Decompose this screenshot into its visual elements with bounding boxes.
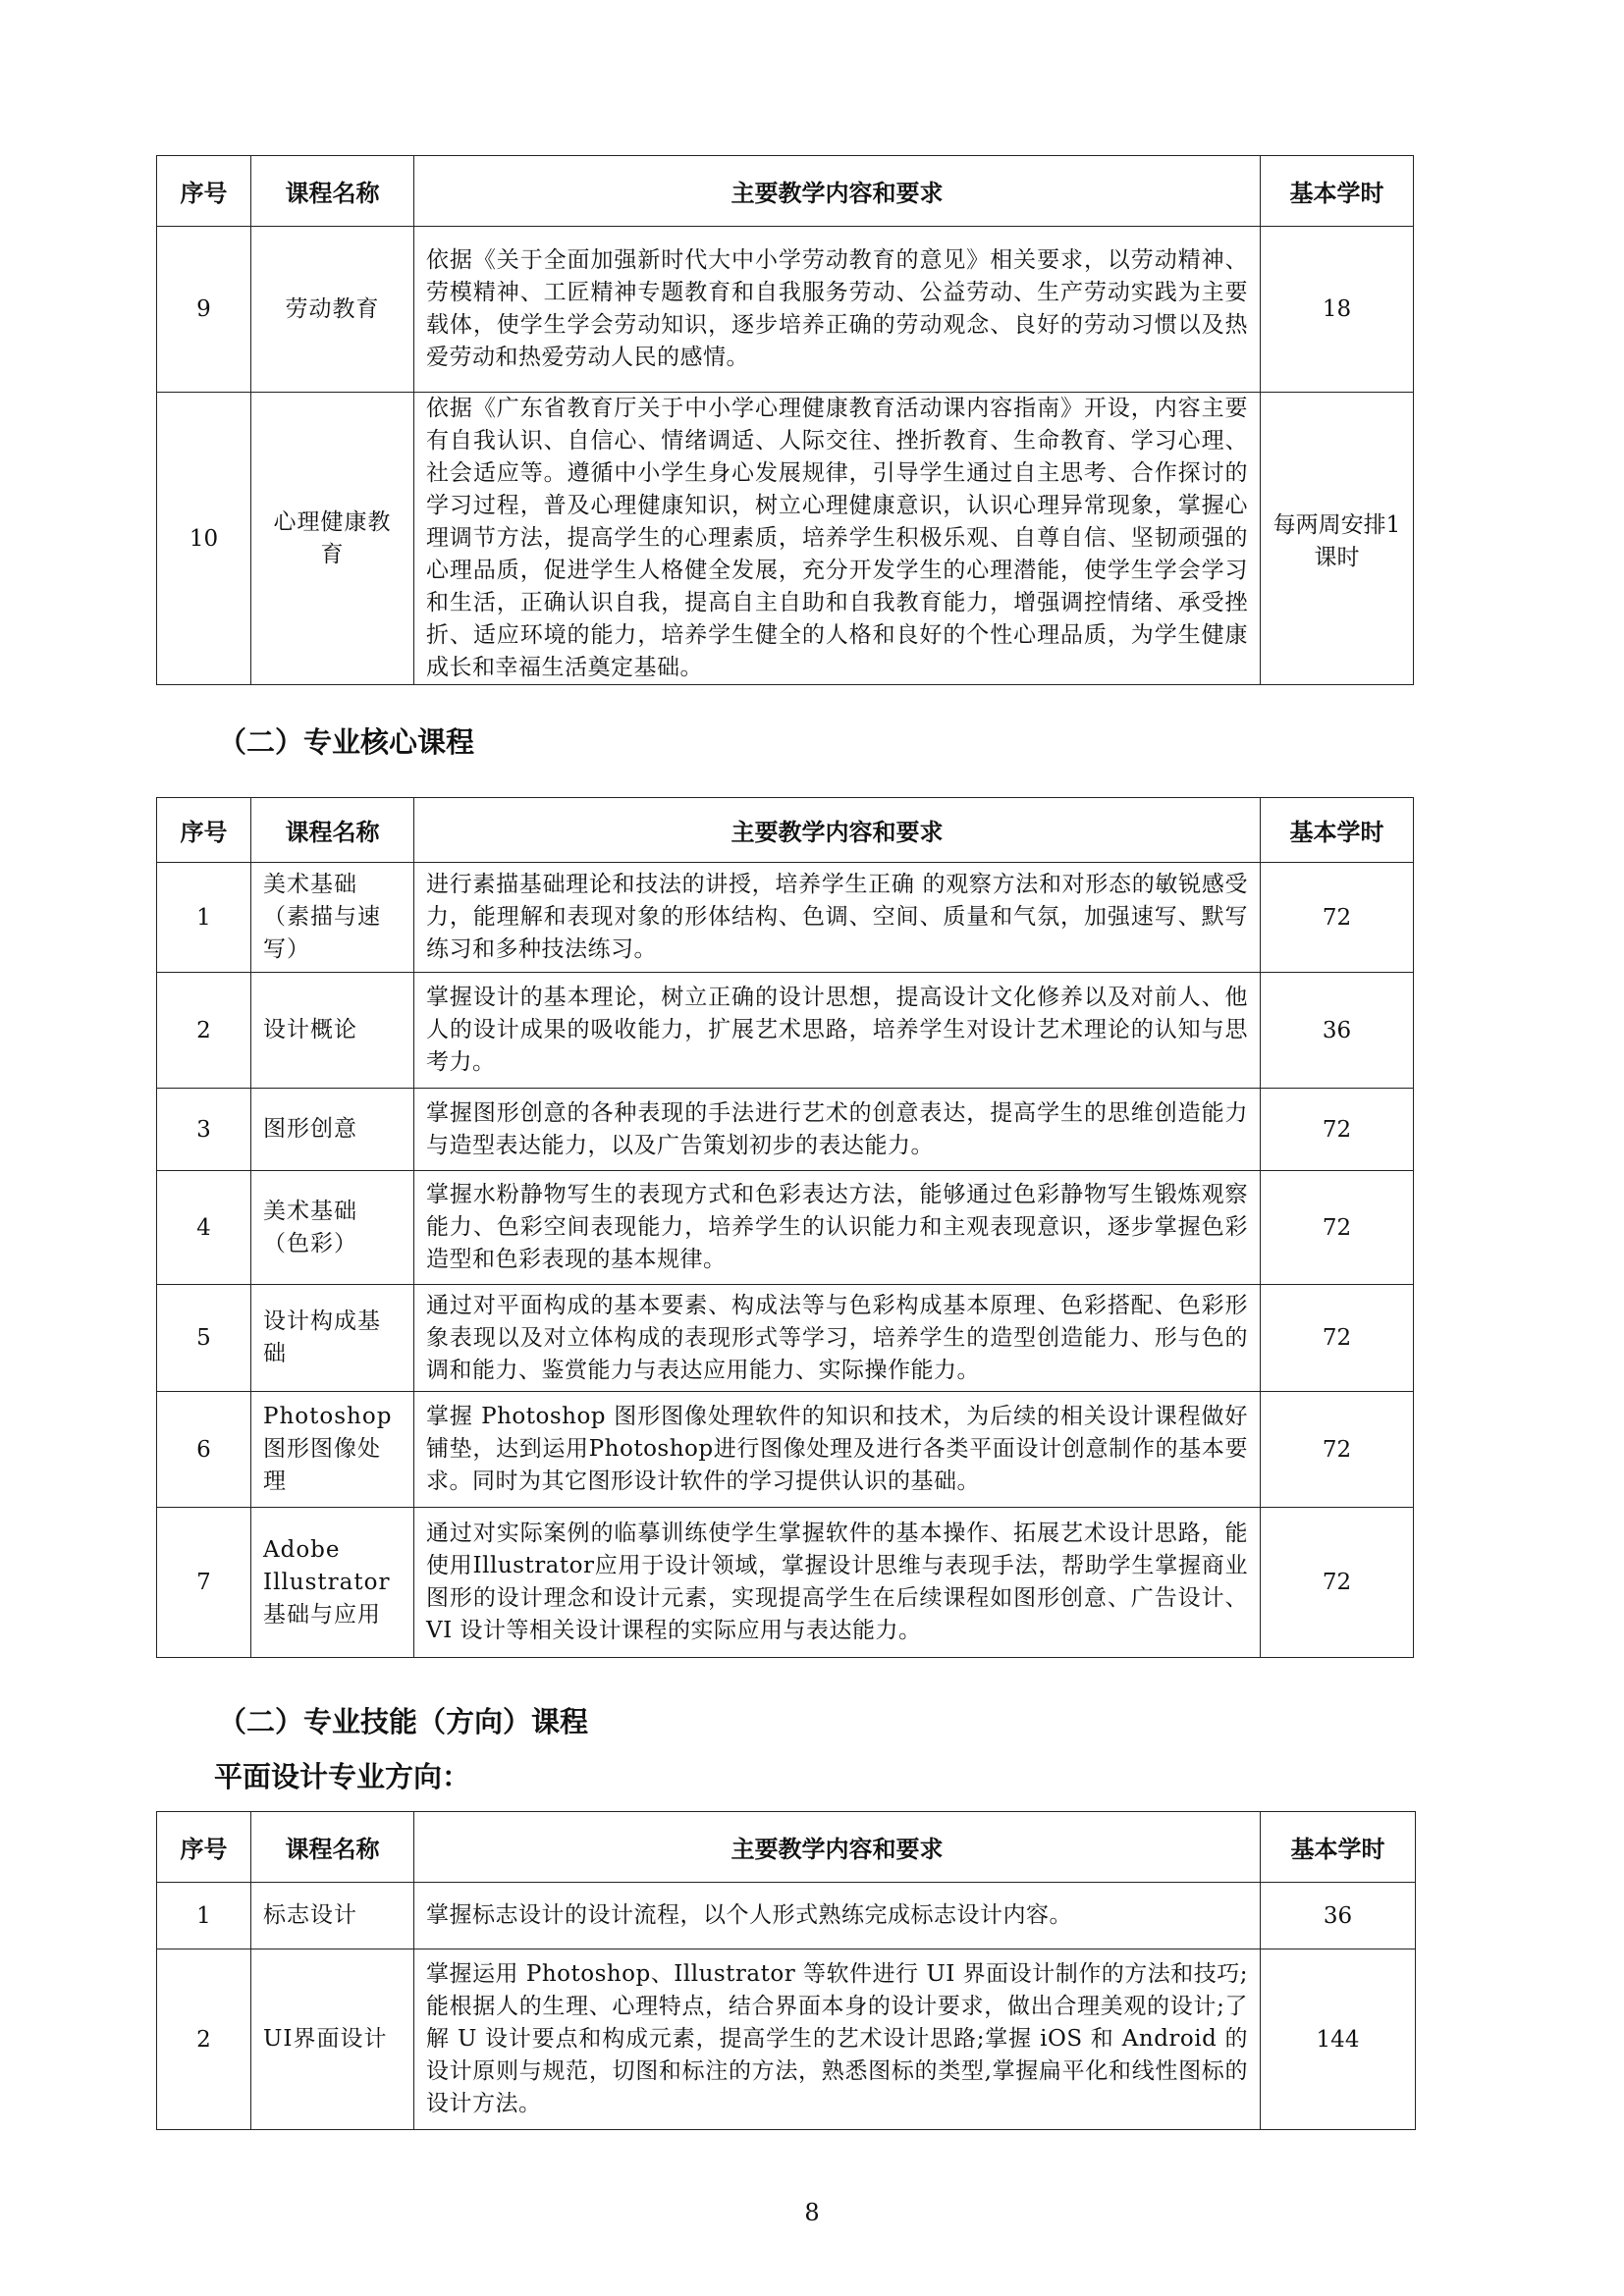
table-header-row: [157, 798, 1414, 863]
table-header-row: [157, 1812, 1416, 1883]
header-content: 主要教学内容和要求: [414, 1812, 1261, 1883]
row-hours: 72: [1261, 1171, 1414, 1285]
course-table-skill: [156, 1811, 1416, 2130]
row-num: 2: [157, 973, 251, 1089]
table-row: [157, 393, 1414, 685]
row-hours: 72: [1261, 863, 1414, 973]
row-name: Adobe Illustrator 基础与应用: [251, 1508, 414, 1658]
row-num: 7: [157, 1508, 251, 1658]
row-num: 1: [157, 1883, 251, 1949]
row-name: 设计构成基础: [251, 1285, 414, 1392]
row-content: 掌握标志设计的设计流程，以个人形式熟练完成标志设计内容。: [414, 1883, 1261, 1949]
row-num: 1: [157, 863, 251, 973]
header-hours: 基本学时: [1261, 1812, 1416, 1883]
table-row: [157, 1285, 1414, 1392]
course-table-core: [156, 797, 1414, 1658]
course-table-general: [156, 155, 1414, 685]
row-hours: 36: [1261, 973, 1414, 1089]
header-hours: 基本学时: [1261, 798, 1414, 863]
row-name: 心理健康教育: [251, 393, 414, 685]
section-heading-core-courses: （二）专业核心课程: [218, 725, 475, 759]
row-num: 5: [157, 1285, 251, 1392]
row-content: 掌握 Photoshop 图形图像处理软件的知识和技术，为后续的相关设计课程做好铺垫，达到运用Photoshop进行图像处理及进行各类平面设计创意制作的基本要求。同时为其它图形设计软件的学习提供认识的基础。: [414, 1392, 1261, 1508]
header-hours: 基本学时: [1261, 156, 1414, 227]
row-content: 掌握设计的基本理论，树立正确的设计思想，提高设计文化修养以及对前人、他人的设计成果的吸收能力，扩展艺术思路，培养学生对设计艺术理论的认知与思考力。: [414, 973, 1261, 1089]
table-row: [157, 1171, 1414, 1285]
row-name: 设计概论: [251, 973, 414, 1089]
row-hours: 72: [1261, 1392, 1414, 1508]
header-content: 主要教学内容和要求: [414, 156, 1261, 227]
row-hours: 144: [1261, 1949, 1416, 2130]
header-name: 课程名称: [251, 156, 414, 227]
row-hours: 每两周安排1课时: [1261, 393, 1414, 685]
row-hours: 36: [1261, 1883, 1416, 1949]
row-content: 掌握水粉静物写生的表现方式和色彩表达方法，能够通过色彩静物写生锻炼观察能力、色彩空间表现能力，培养学生的认识能力和主观表现意识，逐步掌握色彩造型和色彩表现的基本规律。: [414, 1171, 1261, 1285]
row-num: 9: [157, 227, 251, 393]
header-num: 序号: [157, 1812, 251, 1883]
table-row: [157, 227, 1414, 393]
page-number: 8: [804, 2199, 820, 2226]
header-name: 课程名称: [251, 1812, 414, 1883]
section-heading-skill-courses: （二）专业技能（方向）课程: [218, 1705, 589, 1738]
table-row: [157, 1089, 1414, 1171]
row-name: 美术基础（色彩）: [251, 1171, 414, 1285]
row-hours: 72: [1261, 1089, 1414, 1171]
row-content: 进行素描基础理论和技法的讲授，培养学生正确 的观察方法和对形态的敏锐感受力，能理解和表现对象的形体结构、色调、空间、质量和气氛，加强速写、默写练习和多种技法练习。: [414, 863, 1261, 973]
header-content: 主要教学内容和要求: [414, 798, 1261, 863]
table-row: [157, 1392, 1414, 1508]
table-row: [157, 1508, 1414, 1658]
row-content: 掌握运用 Photoshop、Illustrator 等软件进行 UI 界面设计制作的方法和技巧;能根据人的生理、心理特点，结合界面本身的设计要求，做出合理美观的设计;了解 U 设计要点和构成元素，提高学生的艺术设计思路;掌握 iOS 和 Android 的设计原则与规范，切图和标注的方法，熟悉图标的类型,掌握扁平化和线性图标的设计方法。: [414, 1949, 1261, 2130]
row-name: 图形创意: [251, 1089, 414, 1171]
header-num: 序号: [157, 156, 251, 227]
row-name: UI界面设计: [251, 1949, 414, 2130]
row-hours: 72: [1261, 1285, 1414, 1392]
row-content: 通过对平面构成的基本要素、构成法等与色彩构成基本原理、色彩搭配、色彩形象表现以及对立体构成的表现形式等学习，培养学生的造型创造能力、形与色的调和能力、鉴赏能力与表达应用能力、实际操作能力。: [414, 1285, 1261, 1392]
table-row: [157, 1949, 1416, 2130]
row-content: 依据《广东省教育厅关于中小学心理健康教育活动课内容指南》开设，内容主要有自我认识、自信心、情绪调适、人际交往、挫折教育、生命教育、学习心理、社会适应等。遵循中小学生身心发展规律，引导学生通过自主思考、合作探讨的学习过程，普及心理健康知识，树立心理健康意识，认识心理异常现象，掌握心理调节方法，提高学生的心理素质，培养学生积极乐观、自尊自信、坚韧顽强的心理品质，促进学生人格健全发展，充分开发学生的心理潜能，使学生学会学习和生活，正确认识自我，提高自主自助和自我教育能力，增强调控情绪、承受挫折、适应环境的能力，培养学生健全的人格和良好的个性心理品质，为学生健康成长和幸福生活奠定基础。: [414, 393, 1261, 685]
table-row: [157, 863, 1414, 973]
row-hours: 18: [1261, 227, 1414, 393]
table-row: [157, 1883, 1416, 1949]
row-num: 10: [157, 393, 251, 685]
header-num: 序号: [157, 798, 251, 863]
row-num: 3: [157, 1089, 251, 1171]
header-name: 课程名称: [251, 798, 414, 863]
subheading-graphic-design: 平面设计专业方向：: [214, 1760, 471, 1793]
row-content: 掌握图形创意的各种表现的手法进行艺术的创意表达，提高学生的思维创造能力与造型表达能力，以及广告策划初步的表达能力。: [414, 1089, 1261, 1171]
row-name: 美术基础（素描与速写）: [251, 863, 414, 973]
row-num: 4: [157, 1171, 251, 1285]
row-name: 标志设计: [251, 1883, 414, 1949]
row-content: 通过对实际案例的临摹训练使学生掌握软件的基本操作、拓展艺术设计思路，能使用Illustrator应用于设计领域，掌握设计思维与表现手法，帮助学生掌握商业图形的设计理念和设计元素，实现提高学生在后续课程如图形创意、广告设计、VI 设计等相关设计课程的实际应用与表达能力。: [414, 1508, 1261, 1658]
row-content: 依据《关于全面加强新时代大中小学劳动教育的意见》相关要求，以劳动精神、劳模精神、工匠精神专题教育和自我服务劳动、公益劳动、生产劳动实践为主要载体，使学生学会劳动知识，逐步培养正确的劳动观念、良好的劳动习惯以及热爱劳动和热爱劳动人民的感情。: [414, 227, 1261, 393]
row-name: Photoshop图形图像处理: [251, 1392, 414, 1508]
row-num: 2: [157, 1949, 251, 2130]
row-hours: 72: [1261, 1508, 1414, 1658]
table-header-row: [157, 156, 1414, 227]
table-row: [157, 973, 1414, 1089]
row-name: 劳动教育: [251, 227, 414, 393]
row-num: 6: [157, 1392, 251, 1508]
